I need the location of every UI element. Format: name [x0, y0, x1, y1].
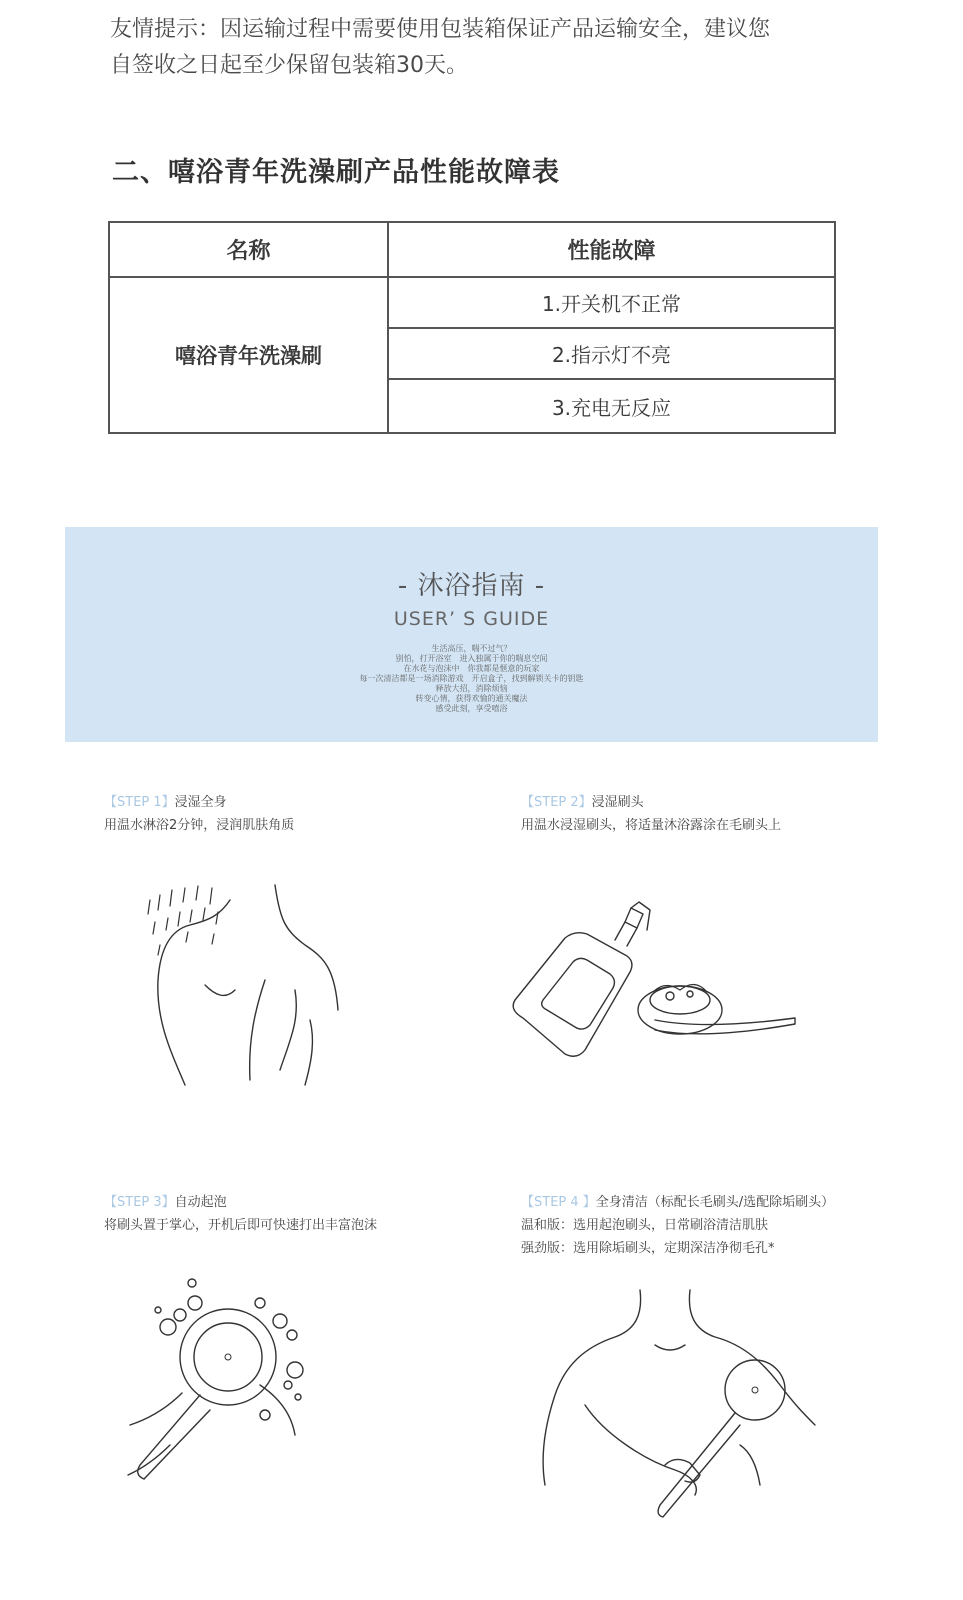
step-2-tag: 【STEP 2】	[521, 795, 592, 810]
step-3-desc: 将刷头置于掌心，开机后即可快速打出丰富泡沫	[104, 1218, 378, 1233]
table-header-row	[109, 222, 835, 277]
body-cleaning-illustration	[525, 1285, 825, 1525]
notice-line-2: 自签收之日起至少保留包装箱30天。	[110, 53, 468, 78]
step-4	[521, 1191, 834, 1260]
step-2-desc: 用温水浸湿刷头，将适量沐浴露涂在毛刷头上	[521, 818, 782, 833]
fault-item-3: 3.充电无反应	[388, 379, 835, 433]
shower-back-illustration	[130, 870, 360, 1100]
guide-line: 感受此刻，享受嘻浴	[435, 704, 508, 713]
step-1	[104, 791, 294, 837]
step-4-title: 全身清洁（标配长毛刷头/选配除垢刷头）	[595, 1195, 835, 1210]
guide-poem	[65, 644, 878, 714]
fault-item-2: 2.指示灯不亮	[388, 328, 835, 379]
section-title: 二、嘻浴青年洗澡刷产品性能故障表	[112, 157, 560, 188]
product-name-cell: 嘻浴青年洗澡刷	[109, 277, 388, 433]
fault-item-1: 1.开关机不正常	[388, 277, 835, 328]
guide-subtitle: USER’ S GUIDE	[393, 608, 550, 630]
step-1-title: 浸湿全身	[174, 795, 227, 810]
step-3-title: 自动起泡	[174, 1195, 227, 1210]
header-fault: 性能故障	[388, 222, 835, 277]
guide-line: 转变心情，获得欢愉的通关魔法	[415, 694, 528, 703]
fault-table	[108, 221, 836, 434]
guide-line: 别怕，打开浴室 进入独属于你的喘息空间	[395, 654, 548, 663]
step-4-desc-1: 温和版：选用起泡刷头，日常刷浴清洁肌肤	[521, 1218, 769, 1233]
step-2	[521, 791, 781, 837]
step-4-desc-2: 强劲版：选用除垢刷头，定期深洁净彻毛孔*	[521, 1241, 775, 1256]
step-1-desc: 用温水淋浴2分钟，浸润肌肤角质	[104, 818, 295, 833]
step-4-tag: 【STEP 4 】	[521, 1195, 596, 1210]
notice-line-1: 友情提示：因运输过程中需要使用包装箱保证产品运输安全，建议您	[110, 17, 771, 42]
brush-and-bodywash-illustration	[505, 900, 805, 1080]
step-2-title: 浸湿刷头	[591, 795, 644, 810]
foaming-brush-illustration	[120, 1275, 330, 1505]
step-1-tag: 【STEP 1】	[104, 795, 175, 810]
table-row	[109, 277, 835, 328]
header-name: 名称	[109, 222, 388, 277]
guide-line: 释放大招，消除烦恼	[435, 684, 508, 693]
shipping-notice	[110, 12, 870, 84]
step-3-tag: 【STEP 3】	[104, 1195, 175, 1210]
guide-line: 生活高压，喘不过气？	[431, 644, 512, 653]
user-guide-banner	[65, 527, 878, 742]
guide-title: - 沐浴指南 -	[397, 571, 546, 601]
step-3	[104, 1191, 377, 1237]
guide-line: 每一次清洁都是一场消除游戏 开启盒子，找到解锁关卡的钥匙	[359, 674, 584, 683]
guide-line: 在水花与泡沫中 你我都是惬意的玩家	[403, 664, 540, 673]
